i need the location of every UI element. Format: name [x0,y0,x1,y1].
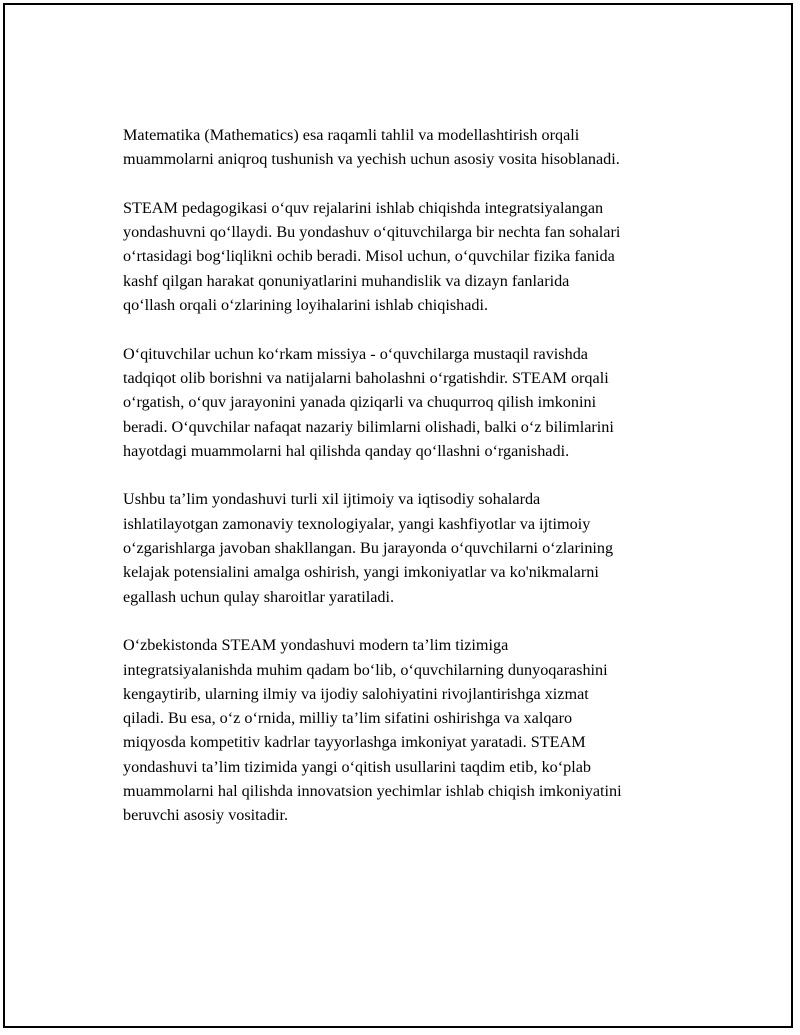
paragraph-mathematics [123,123,723,172]
text-line: yondashuvi ta’lim tizimida yangi o‘qitish usullarini taqdim etib, ko‘plab [123,757,592,776]
text-line: O‘zbekistonda STEAM yondashuvi modern ta’lim tizimiga [123,636,509,655]
text-line: muammolarni hal qilishda innovatsion yechimlar ishlab chiqish imkoniyatini [123,782,622,801]
text-line: o‘rtasidagi bog‘liqlikni ochib beradi. Misol uchun, o‘quvchilar fizika fanida [123,247,615,266]
text-line: Ushbu ta’lim yondashuvi turli xil ijtimoiy va iqtisodiy sohalarda [123,490,541,509]
paragraph-uzbekistan-steam [123,633,723,827]
paragraph-approach-context [123,487,723,608]
text-line: beruvchi asosiy vositadir. [123,806,288,825]
text-line: Matematika (Mathematics) esa raqamli tahlil va modellashtirish orqali [123,126,580,144]
text-line: hayotdagi muammolarni hal qilishda qanday qo‘llashni o‘rganishadi. [123,441,570,460]
text-line: yondashuvni qo‘llaydi. Bu yondashuv o‘qituvchilarga bir nechta fan sohalari [123,223,621,242]
text-line: ishlatilayotgan zamonaviy texnologiyalar, yangi kashfiyotlar va ijtimoiy [123,514,591,533]
text-line: o‘zgarishlarga javoban shakllangan. Bu jarayonda o‘quvchilarni o‘zlarining [123,539,614,558]
text-line: egallash uchun qulay sharoitlar yaratiladi. [123,587,395,606]
page-frame [3,3,793,1028]
text-line: integratsiyalanishda muhim qadam bo‘lib, o‘quvchilarning dunyoqarashini [123,660,608,679]
text-line: kengaytirib, ularning ilmiy va ijodiy salohiyatini rivojlantirishga xizmat [123,684,589,703]
text-line: muammolarni aniqroq tushunish va yechish uchun asosiy vosita hisoblanadi. [123,150,620,169]
paragraph-steam-pedagogy [123,196,723,317]
text-line: O‘qituvchilar uchun ko‘rkam missiya - o‘quvchilarga mustaqil ravishda [123,344,588,363]
text-line: qo‘llash orqali o‘zlarining loyihalarini ishlab chiqishadi. [123,296,489,315]
text-line: tadqiqot olib borishni va natijalarni baholashni o‘rgatishdir. STEAM orqali [123,368,609,387]
text-line: o‘rgatish, o‘quv jarayonini yanada qiziqarli va chuqurroq qilish imkonini [123,393,597,412]
text-line: miqyosda kompetitiv kadrlar tayyorlashga imkoniyat yaratadi. STEAM [123,733,586,752]
text-line: kashf qilgan harakat qonuniyatlarini muhandislik va dizayn fanlarida [123,271,570,290]
text-line: kelajak potensialini amalga oshirish, yangi imkoniyatlar va ko'nikmalarni [123,563,599,582]
text-line: beradi. O‘quvchilar nafaqat nazariy bilimlarni olishadi, balki o‘z bilimlarini [123,417,614,436]
text-line: STEAM pedagogikasi o‘quv rejalarini ishlab chiqishda integratsiyalangan [123,198,604,217]
document-body [123,123,723,852]
paragraph-teachers-mission [123,342,723,463]
text-line: qiladi. Bu esa, o‘z o‘rnida, milliy ta’lim sifatini oshirishga va xalqaro [123,709,573,728]
